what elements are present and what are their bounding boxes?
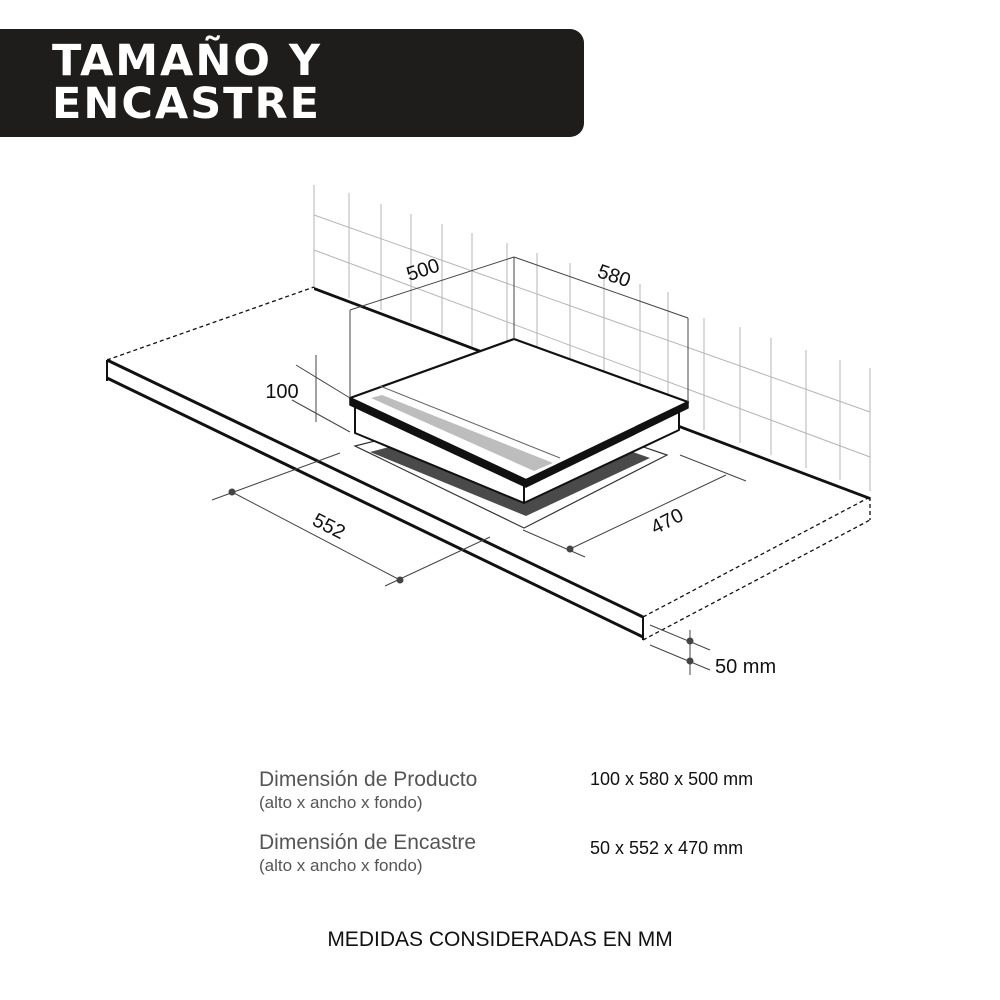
cooktop xyxy=(350,339,688,503)
dim-cut-depth-label: 470 xyxy=(647,504,688,540)
footer-note: MEDIDAS CONSIDERADAS EN MM xyxy=(327,928,673,951)
spec-cutout-label: Dimensión de Encastre xyxy=(259,831,477,854)
spec-product-sub: (alto x ancho x fondo) xyxy=(259,793,423,812)
dimension-endpoint-dots xyxy=(229,489,694,665)
spec-cutout-sub: (alto x ancho x fondo) xyxy=(259,856,423,875)
dim-width-label: 580 xyxy=(594,260,634,293)
dim-cut-width-label: 552 xyxy=(308,509,349,545)
spec-product-value: 100 x 580 x 500 mm xyxy=(590,769,754,789)
dim-depth-label: 500 xyxy=(403,254,443,286)
spec-product-label: Dimensión de Producto xyxy=(259,768,478,791)
spec-cutout-value: 50 x 552 x 470 mm xyxy=(590,838,744,858)
page-title: TAMAÑO Y ENCASTRE xyxy=(52,36,322,129)
dim-thickness-label: 50 mm xyxy=(715,656,777,678)
dim-height-label: 100 xyxy=(265,381,299,403)
